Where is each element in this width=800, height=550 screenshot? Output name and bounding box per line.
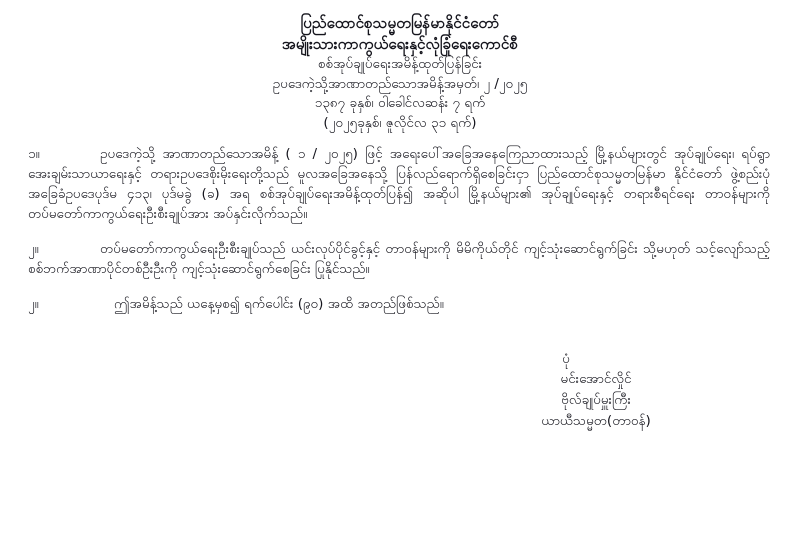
signature-block (468, 350, 724, 432)
state-name-title: ပြည်ထောင်စုသမ္မတမြန်မာနိုင်ငံတော် (300, 14, 500, 32)
paragraph-2-number: ၂။ (28, 241, 39, 257)
order-subject-line: စစ်အုပ်ချုပ်ရေးအမိန့်ထုတ်ပြန်ခြင်း (317, 56, 483, 72)
paragraph-2 (28, 239, 770, 279)
gregorian-date-line: (၂၀၂၅ခုနှစ်၊ ဇူလိုင်လ ၃၁ ရက်) (323, 114, 477, 131)
order-number-line: ဥပဒေကဲ့သို့အာဏာတည်သောအမိန့်အမှတ်၊ ၂ /၂၀၂၅ (272, 75, 528, 92)
paragraph-1-text: ဥပဒေကဲ့သို့ အာဏာတည်သောအမိန့် ( ၁ / ၂၀၂၅) ဖြင့် အရေးပေါ်အခြေအနေကြေညာထားသည့် မြို့နယ်များတွင် အုပ်ချုပ်ရေး၊ ရပ်ရွာအေးချမ်းသာယာရေးနှင့် တရားဥပဒေစိုးမိုးရေးတို့သည် မူလအခြေအနေသို့ ပြန်လည်ရောက်ရှိစေခြင်းငှာ ပြည်ထောင်စုသမ္မတမြန်မာ နိုင်ငံတော် ဖွဲ့စည်းပုံအခြေခံဥပဒေပုဒ်မ ၄၁၃၊ ပုဒ်မခွဲ (ခ) အရ စစ်အုပ်ချုပ်ရေးအမိန့်ထုတ်ပြန်၍ အဆိုပါ မြို့နယ်များ၏ အုပ်ချုပ်ရေးနှင့် တရားစီရင်ရေး တာဝန်များကို တပ်မတော်ကာကွယ်ရေးဦးစီးချုပ်အား အပ်နှင်းလိုက်သည်။ (28, 146, 770, 222)
document-header (0, 0, 800, 133)
paragraph-1 (28, 144, 770, 224)
signatory-role: ယာယီသမ္မတ(တာဝန်) (541, 413, 651, 429)
paragraph-3-text: ဤအမိန့်သည် ယနေ့မှစ၍ ရက်ပေါင်း (၉၀) အထိ အတည်ဖြစ်သည်။ (114, 296, 444, 312)
signatory-rank: ဗိုလ်ချုပ်မှူးကြီး (561, 392, 631, 408)
paragraph-3 (28, 294, 770, 314)
signature-seal-mark: ပုံ (562, 351, 570, 367)
myanmar-calendar-date-line: ၁၃၈၇ ခုနှစ်၊ ဝါခေါင်လဆန်း ၇ ရက် (314, 95, 486, 111)
council-name-title: အမျိုးသားကာကွယ်ရေးနှင့်လုံခြုံရေးကောင်စီ (281, 35, 519, 53)
document-body (28, 144, 770, 314)
paragraph-3-number: ၂။ (28, 296, 39, 312)
signatory-name: မင်းအောင်လှိုင် (560, 371, 632, 387)
paragraph-2-text: တပ်မတော်ကာကွယ်ရေးဦးစီးချုပ်သည် ယင်းလုပ်ပိုင်ခွင့်နှင့် တာဝန်များကို မိမိကိုယ်တိုင် ကျင့်သုံးဆောင်ရွက်ခြင်း သို့မဟုတ် သင့်လျော်သည့် စစ်ဘက်အာဏာပိုင်တစ်ဦးဦးကို ကျင့်သုံးဆောင်ရွက်စေခြင်း ပြုနိုင်သည်။ (28, 241, 770, 277)
paragraph-1-number: ၁။ (28, 146, 40, 162)
